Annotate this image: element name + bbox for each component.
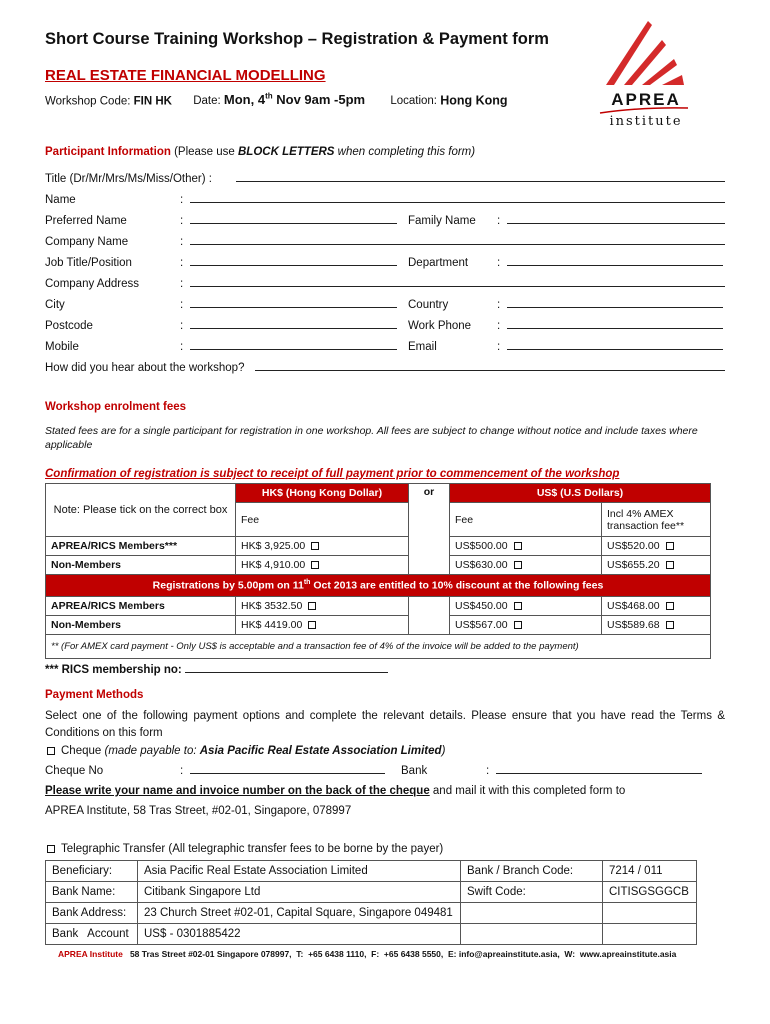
tt-option[interactable]: Telegraphic Transfer (All telegraphic transfer fees to be borne by the payer) (45, 840, 443, 858)
checkbox[interactable] (514, 621, 522, 629)
table-row: APREA/RICS Members HK$ 3532.50 US$450.00 US$468.00 (46, 597, 711, 616)
mail-address: APREA Institute, 58 Tras Street, #02-01, Singapore, 078997 (45, 805, 352, 817)
location-label: Location: (390, 95, 438, 108)
us-fee-option[interactable]: US$500.00 (450, 537, 602, 556)
page-title: Short Course Training Workshop – Registration & Payment form (45, 30, 549, 48)
postcode-phone-fields[interactable]: Postcode : Work Phone : (45, 317, 725, 335)
amex-fee-option[interactable]: US$655.20 (602, 556, 711, 575)
us-fee-option[interactable]: US$450.00 (450, 597, 602, 616)
checkbox[interactable] (514, 542, 522, 550)
title-field[interactable]: Title (Dr/Mr/Mrs/Ms/Miss/Other) : (45, 170, 725, 188)
amex-fee-option[interactable]: US$520.00 (602, 537, 711, 556)
date-label: Date: (193, 95, 221, 108)
usd-header: US$ (U.S Dollars) (450, 484, 711, 503)
checkbox[interactable] (666, 621, 674, 629)
us-fee-option[interactable]: US$630.00 (450, 556, 602, 575)
hear-field[interactable]: How did you hear about the workshop? (45, 359, 725, 377)
code-label: Workshop Code: (45, 95, 131, 108)
amex-note: ** (For AMEX card payment - Only US$ is acceptable and a transaction fee of 4% of the invoice will be added to the payment) (46, 635, 711, 659)
city-country-fields[interactable]: City : Country : (45, 296, 725, 314)
fee-table (45, 483, 711, 659)
table-row: APREA/RICS Members*** HK$ 3,925.00 US$500.00 US$520.00 (46, 537, 711, 556)
checkbox[interactable] (666, 561, 674, 569)
fee-label: Fee (450, 503, 602, 537)
amex-label: Incl 4% AMEX transaction fee** (602, 503, 711, 537)
company-field[interactable]: Company Name : (45, 233, 725, 251)
checkbox[interactable] (308, 602, 316, 610)
table-row: Bank Name: Citibank Singapore Ltd Swift Code: CITISGSGGCB (46, 882, 697, 903)
discount-banner: Registrations by 5.00pm on 11th Oct 2013 are entitled to 10% discount at the following fees (46, 575, 711, 597)
checkbox[interactable] (666, 542, 674, 550)
course-title: REAL ESTATE FINANCIAL MODELLING (45, 67, 326, 84)
hk-fee-option[interactable]: HK$ 3,925.00 (236, 537, 409, 556)
fees-note: Stated fees are for a single participant for registration in one workshop. All fees are subject to change without notice and include taxes where applicable (45, 425, 698, 451)
rics-field[interactable]: *** RICS membership no: (45, 661, 388, 679)
fees-heading: Workshop enrolment fees (45, 401, 187, 413)
amex-fee-option[interactable]: US$468.00 (602, 597, 711, 616)
amex-fee-option[interactable]: US$589.68 (602, 616, 711, 635)
address-field[interactable]: Company Address : (45, 275, 725, 293)
checkbox[interactable] (666, 602, 674, 610)
payment-intro: Select one of the following payment options and complete the relevant details. Please ensure that you have read the Terms & Conditions on this form (45, 710, 725, 739)
payment-heading: Payment Methods (45, 689, 144, 701)
mobile-email-fields[interactable]: Mobile : Email : (45, 338, 725, 356)
table-row: Non-Members HK$ 4,910.00 US$630.00 US$655.20 (46, 556, 711, 575)
table-row: Bank Account US$ - 0301885422 (46, 924, 697, 945)
us-fee-option[interactable]: US$567.00 (450, 616, 602, 635)
date: Mon, 4th Nov 9am -5pm (223, 92, 366, 108)
checkbox[interactable] (308, 621, 316, 629)
checkbox[interactable] (311, 542, 319, 550)
code: FIN HK (133, 95, 172, 108)
logo-triangle-icon (590, 15, 700, 130)
cheque-bank-fields[interactable]: Cheque No : Bank : (45, 762, 705, 780)
hk-fee-option[interactable]: HK$ 4,910.00 (236, 556, 409, 575)
checkbox[interactable] (311, 561, 319, 569)
aprea-logo (590, 15, 700, 130)
checkbox[interactable] (514, 602, 522, 610)
table-row: Non-Members HK$ 4419.00 US$567.00 US$589.68 (46, 616, 711, 635)
hk-fee-option[interactable]: HK$ 3532.50 (236, 597, 409, 616)
checkbox[interactable] (47, 845, 55, 853)
workshop-info (45, 92, 508, 107)
location: Hong Kong (440, 93, 508, 108)
participant-heading: Participant Information (Please use BLOCK LETTERS when completing this form) (45, 146, 476, 158)
hkd-header: HK$ (Hong Kong Dollar) (236, 484, 409, 503)
or-label: or (409, 484, 450, 575)
table-row: Bank Address: 23 Church Street #02-01, Capital Square, Singapore 049481 (46, 903, 697, 924)
hk-fee-option[interactable]: HK$ 4419.00 (236, 616, 409, 635)
job-department-fields[interactable]: Job Title/Position : Department : (45, 254, 725, 272)
table-row: Beneficiary: Asia Pacific Real Estate Association Limited Bank / Branch Code: 7214 / 011 (46, 861, 697, 882)
tick-note: Note: Please tick on the correct box (46, 484, 236, 537)
confirm-note: Confirmation of registration is subject to receipt of full payment prior to commencement of the workshop (45, 468, 620, 480)
fee-label: Fee (236, 503, 409, 537)
bank-details-table (45, 860, 697, 945)
cheque-instructions: Please write your name and invoice number on the back of the cheque and mail it with this completed form to (45, 785, 626, 797)
footer: APREA Institute 58 Tras Street #02-01 Singapore 078997, T: +65 6438 1110, F: +65 6438 5550, E: info@apreainstitute.asia, W: www.apreainstitute.asia (58, 949, 677, 959)
checkbox[interactable] (47, 747, 55, 755)
preferred-family-fields[interactable]: Preferred Name : Family Name : (45, 212, 725, 230)
svg-text:institute: institute (609, 114, 683, 129)
name-field[interactable]: Name : (45, 191, 725, 209)
cheque-option[interactable]: Cheque (made payable to: Asia Pacific Real Estate Association Limited) (45, 742, 445, 760)
checkbox[interactable] (514, 561, 522, 569)
svg-text:APREA: APREA (611, 90, 681, 109)
